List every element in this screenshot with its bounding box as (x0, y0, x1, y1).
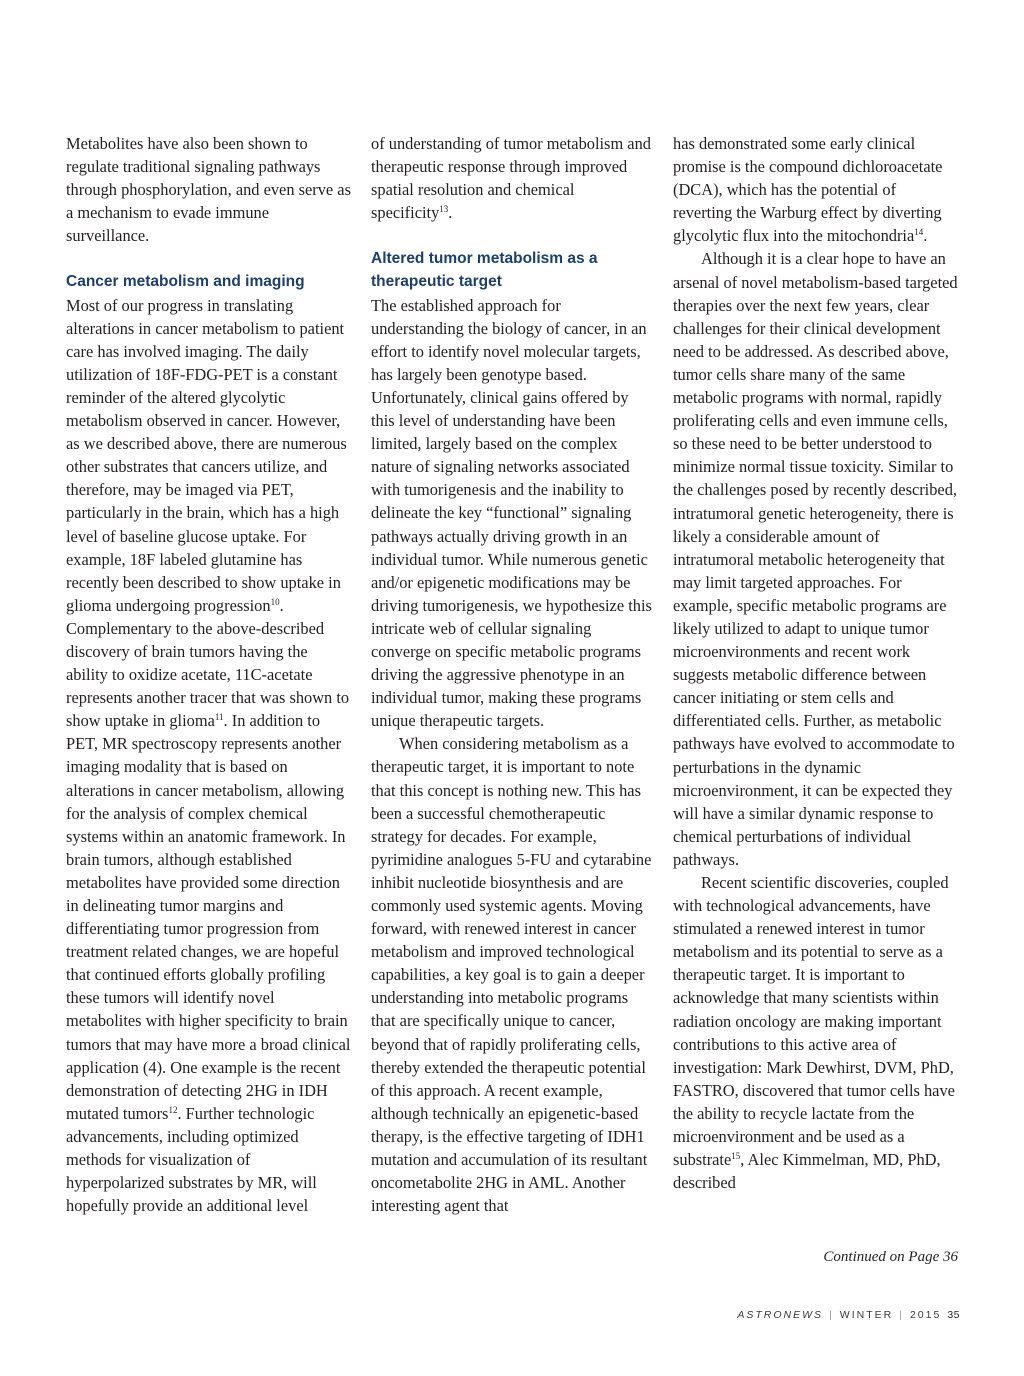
text-run: Recent scientific discoveries, coupled with technological advancements, have stimulated a renewed interest in tumor metabolism and its potential to serve as a therapeutic target. It is important to acknowledge that many scientists within radiation oncology are making important contributions to this active area of investigation: Mark Dewhirst, DVM, PhD, FASTRO, discovered that tumor cells have the ability to recycle lactate from the microenvironment and be used as a substrate (673, 873, 955, 1170)
text-run: . (448, 203, 453, 223)
article-column-3 (673, 132, 958, 1194)
text-run: . In addition to PET, MR spectroscopy represents another imaging modality that is based on alterations in cancer metabolism, allowing for the analysis of complex chemical systems within an anatomic framework. In brain tumors, although established metabolites have provided some direction in delineating tumor margins and differentiating tumor progression from treatment related changes, we are hopeful that continued efforts globally profiling these tumors will identify novel metabolites with higher specificity to brain tumors that may have more a broad clinical application (4). One example is the recent demonstration of detecting 2HG in IDH mutated tumors (66, 711, 351, 1123)
paragraph: Although it is a clear hope to have an arsenal of novel metabolism-based targeted therapies over the next few years, clear challenges for their clinical development need to be addressed. As described above, tumor cells share many of the same metabolic programs with normal, rapidly proliferating cells and even immune cells, so these need to be better understood to minimize normal tissue toxicity. Similar to the challenges posed by recently described, intratumoral genetic heterogeneity, there is likely a considerable amount of intratumoral metabolic heterogeneity that may limit targeted approaches. For example, specific metabolic programs are likely utilized to adapt to unique tumor microenvironments and recent work suggests metabolic difference between cancer initiating or stem cells and differentiated cells. Further, as metabolic pathways have evolved to accommodate to perturbations in the dynamic microenvironment, it can be expected they will have a similar dynamic response to chemical perturbations of individual pathways. (673, 249, 958, 869)
text-run: has demonstrated some early clinical promise is the compound dichloroacetate (DCA), which has the potential of reverting the Warburg effect by diverting glycolytic flux into the mitochondria (673, 134, 943, 246)
paragraph: The established approach for understanding the biology of cancer, in an effort to identify novel molecular targets, has largely been genotype based. Unfortunately, clinical gains offered by this level of understanding have been limited, largely based on the complex nature of signaling networks associated with tumorigenesis and the inability to delineate the key “functional” signaling pathways actually driving growth in an individual tumor. While numerous genetic and/or epigenetic modifications may be driving tumorigenesis, we hypothesize this intricate web of cellular signaling converge on specific metabolic programs driving the aggressive phenotype in an individual tumor, making these programs unique therapeutic targets. (371, 295, 652, 731)
footer-separator: | (829, 1309, 834, 1321)
reference-marker: 12 (168, 1104, 178, 1115)
page-footer (737, 1309, 960, 1321)
paragraph (371, 132, 654, 224)
reference-marker: 13 (439, 204, 449, 215)
article-column-2 (371, 132, 654, 1217)
paragraph (66, 294, 352, 1218)
section-heading: Cancer metabolism and imaging (66, 273, 305, 291)
text-run: . Further technologic advancements, including optimized methods for visualization of hyperpolarized substrates by MR, will hopefully provide an additional level (66, 1103, 317, 1216)
text-run: , Alec Kimmelman, MD, PhD, described (673, 1150, 941, 1193)
reference-marker: 11 (214, 712, 224, 723)
text-run: . (923, 226, 928, 246)
text-run: Most of our progress in translating alterations in cancer metabolism to patient care has involved imaging. The daily utilization of 18F-FDG-PET is a constant reminder of the altered glycolytic metabolism observed in cancer. However, as we described above, there are numerous other substrates that cancers utilize, and therefore, may be imaged via PET, particularly in the brain, which has a high level of baseline glucose uptake. For example, 18F labeled glutamine has recently been described to show uptake in glioma undergoing progression (66, 295, 347, 615)
page-number: 35 (947, 1309, 960, 1321)
issue-year: 2015 (909, 1309, 942, 1321)
text-run: of understanding of tumor metabolism and therapeutic response through improved spatial resolution and chemical specificity (371, 134, 651, 223)
footer-separator: | (899, 1309, 904, 1321)
text-run: . Complementary to the above-described discovery of brain tumors having the ability to oxidize acetate, 11C-acetate represents another tracer that was shown to show uptake in glioma (66, 595, 350, 731)
publication-name: ASTRONEWS (737, 1309, 824, 1321)
paragraph: When considering metabolism as a therapeutic target, it is important to note that this concept is nothing new. This has been a successful chemotherapeutic strategy for decades. For example, pyrimidine analogues 5-FU and cytarabine inhibit nucleotide biosynthesis and are commonly used systemic agents. Moving forward, with renewed interest in cancer metabolism and improved technological capabilities, a key goal is to gain a deeper understanding into metabolic programs that are specifically unique to cancer, beyond that of rapidly proliferating cells, thereby extended the therapeutic potential of this approach. A recent example, although technically an epigenetic-based therapy, is the effective targeting of IDH1 mutation and accumulation of its resultant oncometabolite 2HG in AML. Another interesting agent that (371, 734, 652, 1216)
issue-season: WINTER (839, 1309, 894, 1321)
paragraph (673, 871, 958, 1194)
paragraph: Metabolites have also been shown to regulate traditional signaling pathways through phosphorylation, and even serve as a mechanism to evade immune surveillance. (66, 134, 351, 246)
continued-on-page: Continued on Page 36 (823, 1249, 958, 1265)
paragraph (673, 132, 958, 247)
reference-marker: 10 (270, 596, 280, 607)
section-heading: Altered tumor metabolism as a therapeutic target (371, 250, 598, 291)
reference-marker: 14 (914, 227, 924, 238)
reference-marker: 15 (731, 1151, 741, 1162)
article-column-1 (66, 132, 352, 1217)
